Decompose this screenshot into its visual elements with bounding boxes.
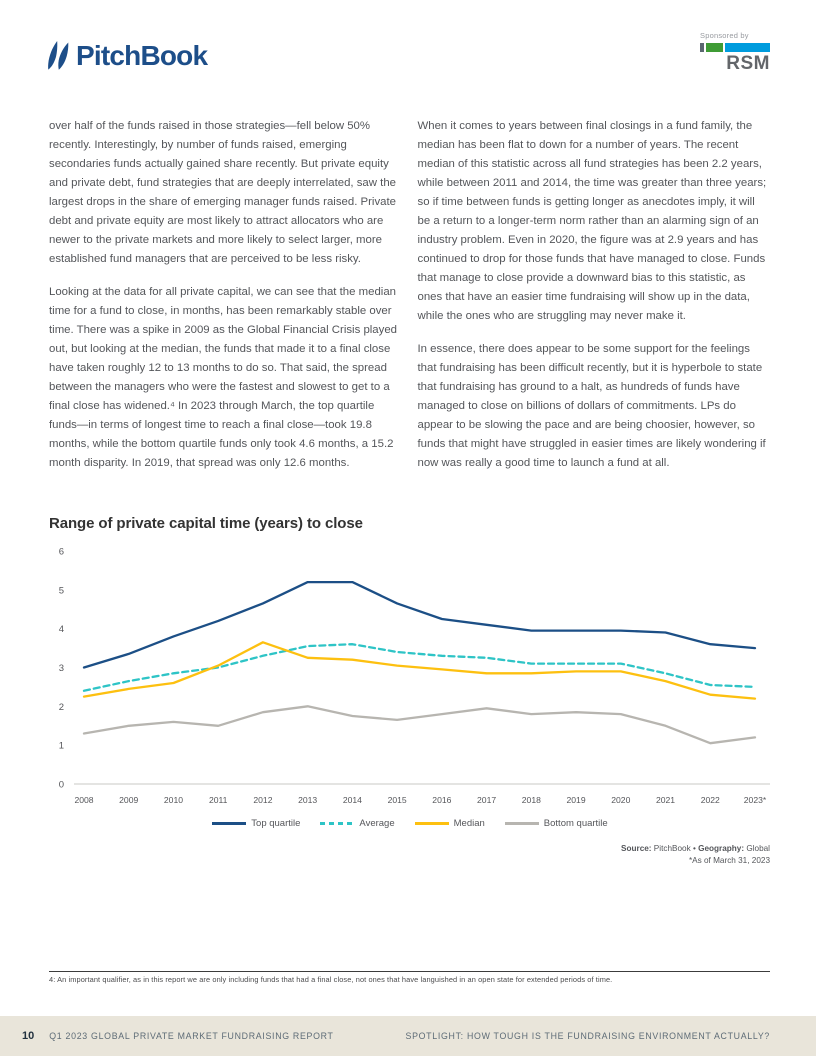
- legend-item-top-quartile: [212, 818, 300, 829]
- legend-swatch: [505, 822, 539, 825]
- pitchbook-logo: [46, 40, 207, 72]
- y-axis-tick: 2: [58, 701, 64, 713]
- x-axis-tick: 2008: [74, 795, 94, 805]
- y-axis-tick: 3: [58, 663, 64, 674]
- x-axis-tick: 2013: [298, 795, 318, 805]
- y-axis-tick: 5: [58, 585, 64, 597]
- sponsor-block: [700, 31, 770, 73]
- rsm-bar-dark: [700, 43, 704, 52]
- x-axis-tick: 2009: [119, 795, 139, 805]
- x-axis-tick: 2020: [611, 795, 631, 805]
- y-axis-tick: 1: [58, 740, 64, 752]
- line-chart: [40, 540, 780, 816]
- chart-line-bottom-quartile: [84, 706, 755, 743]
- footer-section-title: SPOTLIGHT: HOW TOUGH IS THE FUNDRAISING ENVIRONMENT ACTUALLY?: [405, 1031, 770, 1041]
- x-axis-tick: 2010: [163, 795, 184, 805]
- chart-source-note: [621, 843, 770, 866]
- right-paragraph-1: When it comes to years between final closings in a fund family, the median has been flat to down for a number of years. The recent median of this statistic across all fund strategies has been 2.2 years, while between 2011 and 2014, the time was greater than three years; so if time between funds is getting longer as anecdotes imply, it will be a return to a longer-term norm rather than an alarming sign of an industry problem. Even in 2020, the figure was at 2.9 years and has continued to drop for those funds that have managed to close. Funds that manage to close provide a downward bias to this statistic, as ones that have an easier time fundraising will show up in the data, while the ones who are struggling may never make it.: [417, 120, 767, 322]
- x-axis-tick: 2022: [700, 795, 720, 805]
- pitchbook-logo-text: PitchBook: [76, 40, 208, 71]
- legend-label: Average: [359, 818, 395, 829]
- page-footer: [0, 1016, 816, 1056]
- x-axis-tick: 2018: [521, 795, 541, 805]
- chart-legend: [40, 818, 780, 829]
- sponsored-by-label: Sponsored by: [700, 31, 749, 40]
- pitchbook-leaf-icon: [46, 40, 71, 72]
- rsm-logo-text: RSM: [726, 53, 770, 74]
- left-paragraph-2: Looking at the data for all private capital, we can see that the median time for a fund to close, in months, has been remarkably stable over time. There was a spike in 2009 as the Global Financial Crisis played out, but looking at the median, the funds that made it to a final close have taken roughly 12 to 13 months to do so. That said, the spread between the managers who were the fastest and slowest to get to a final close has widened.⁴ In 2023 through March, the top quartile funds—in terms of longest time to reach a final close—took 19.8 months, while the bottom quartile funds only took 4.6 months, a 15.2 month disparity. In 2019, that spread was only 12.6 months.: [49, 286, 398, 469]
- rsm-bar-green: [706, 43, 723, 52]
- legend-swatch: [320, 822, 354, 825]
- chart-title: Range of private capital time (years) to close: [49, 515, 363, 532]
- x-axis-tick: 2015: [387, 795, 407, 805]
- y-axis-tick: 0: [58, 779, 64, 791]
- x-axis-tick: 2021: [655, 795, 676, 805]
- asof-line: *As of March 31, 2023: [688, 855, 770, 865]
- x-axis-tick: 2023*: [743, 795, 767, 805]
- legend-label: Bottom quartile: [543, 818, 608, 829]
- y-axis-tick: 6: [58, 546, 64, 558]
- legend-label: Top quartile: [251, 818, 301, 829]
- x-axis-tick: 2011: [208, 795, 228, 805]
- x-axis-tick: 2019: [566, 795, 586, 805]
- legend-swatch: [212, 822, 246, 825]
- right-paragraph-2: In essence, there does appear to be some support for the feelings that fundraising has been difficult recently, but it is hyperbole to state that fundraising has ground to a halt, as hundreds of funds have managed to close on billions of dollars of commitments. LPs do appear to be slowing the pace and are being choosier, however, so funds that might have struggled in easier times are likely wondering if now was really a good time to launch a fund at all.: [417, 343, 766, 469]
- source-line: Source: PitchBook • Geography: Global: [621, 844, 770, 853]
- left-column: [49, 117, 402, 473]
- x-axis-tick: 2014: [342, 795, 362, 805]
- legend-swatch: [415, 822, 449, 825]
- left-paragraph-1: over half of the funds raised in those strategies—fell below 50% recently. Interestingly, by number of funds raised, emerging secondaries funds actually gained share recently. But private equity and private debt, fund strategies that are deeply interrelated, saw the largest drops in the share of emerging manager funds raised. Private debt and private equity are most likely to attract allocators who are newer to the private markets and more likely to select larger, more established fund managers that are perceived to be less risky.: [49, 120, 396, 265]
- legend-item-median: [415, 818, 485, 829]
- legend-label: Median: [453, 818, 485, 829]
- body-columns: [49, 117, 770, 473]
- y-axis-tick: 4: [58, 624, 64, 636]
- x-axis-tick: 2012: [253, 795, 273, 805]
- x-axis-tick: 2017: [477, 795, 497, 805]
- x-axis-tick: 2016: [432, 795, 452, 805]
- right-column: [418, 117, 771, 473]
- rsm-bar-blue: [725, 43, 770, 52]
- footnote-text: 4: An important qualifier, as in this report we are only including funds that had a final close, not ones that have languished in an open state for extended periods of time.: [49, 975, 613, 984]
- page-number: 10: [22, 1030, 35, 1042]
- legend-item-bottom-quartile: [505, 818, 608, 829]
- legend-item-average: [320, 818, 394, 829]
- footnote-section: [49, 971, 770, 984]
- footer-report-title: Q1 2023 GLOBAL PRIVATE MARKET FUNDRAISING REPORT: [49, 1031, 334, 1041]
- rsm-logo-bars: [700, 43, 770, 52]
